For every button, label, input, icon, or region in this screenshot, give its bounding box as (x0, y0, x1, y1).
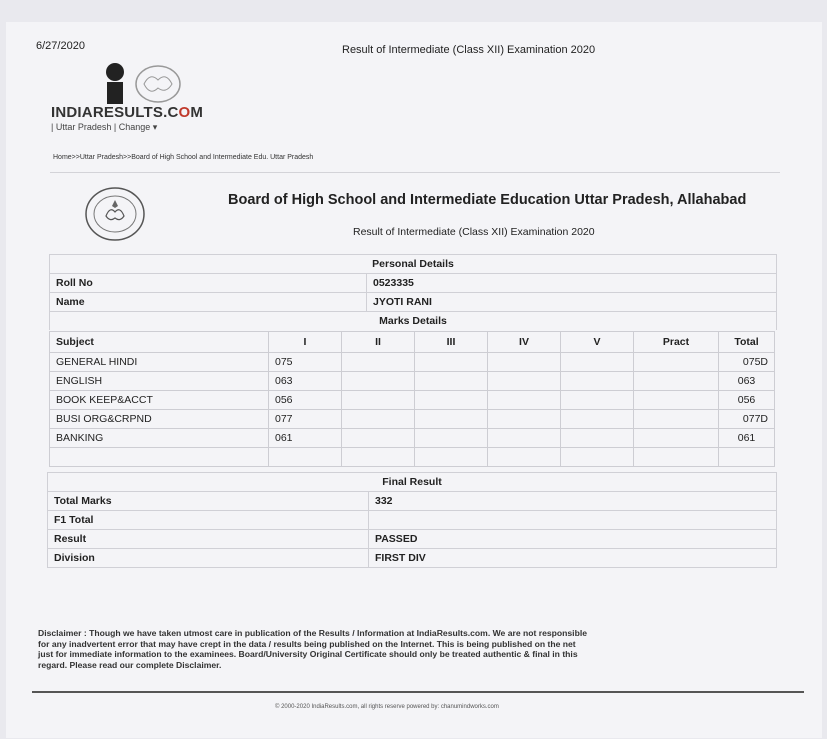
mark-i-cell: 061 (269, 429, 342, 448)
col-pract: Pract (634, 332, 719, 353)
result-label: Result (48, 530, 369, 549)
subject-cell: BANKING (50, 429, 269, 448)
total-marks-value: 332 (369, 492, 777, 511)
table-row (50, 448, 775, 467)
mark-i-cell: 056 (269, 391, 342, 410)
roll-value: 0523335 (367, 274, 777, 293)
total-cell: 063 (719, 372, 775, 391)
divider (50, 172, 780, 173)
table-row (50, 410, 775, 429)
exam-subtitle: Result of Intermediate (Class XII) Examination 2020 (353, 226, 595, 238)
table-row (48, 549, 777, 568)
subject-cell: ENGLISH (50, 372, 269, 391)
table-row (50, 353, 775, 372)
footer-rule (32, 691, 804, 693)
print-date: 6/27/2020 (36, 40, 85, 52)
total-cell: 077D (719, 410, 775, 429)
indiaresults-logo-icon (100, 62, 182, 104)
col-iv: IV (488, 332, 561, 353)
marks-header-row (50, 332, 775, 353)
mark-i-cell: 063 (269, 372, 342, 391)
personal-details-table (49, 254, 777, 330)
col-subject: Subject (50, 332, 269, 353)
disclaimer-text: Disclaimer : Though we have taken utmost care in publication of the Results / Information at IndiaResults.com. We are not responsible for any inadvertent error that may have crept in the data / results being published on the Internet. This is being published on the net just for immediate information to the examinees. Board/University Original Certificate should only be treated authentic & final in this regard. Please read our complete Disclaimer. (38, 628, 587, 670)
mark-i-cell: 077 (269, 410, 342, 429)
marks-details-heading: Marks Details (50, 312, 777, 331)
board-title: Board of High School and Intermediate Education Uttar Pradesh, Allahabad (228, 192, 747, 208)
col-total: Total (719, 332, 775, 353)
total-marks-label: Total Marks (48, 492, 369, 511)
total-cell: 075D (719, 353, 775, 372)
f1-total-label: F1 Total (48, 511, 369, 530)
mark-i-cell: 075 (269, 353, 342, 372)
col-v: V (561, 332, 634, 353)
change-state-link[interactable]: Change ▾ (118, 122, 158, 132)
division-value: FIRST DIV (369, 549, 777, 568)
result-value: PASSED (369, 530, 777, 549)
total-cell: 056 (719, 391, 775, 410)
name-label: Name (50, 293, 367, 312)
final-result-table (47, 472, 777, 568)
table-row (50, 293, 777, 312)
breadcrumb[interactable]: Home>>Uttar Pradesh>>Board of High School and Intermediate Edu. Uttar Pradesh (53, 154, 314, 161)
subject-cell: BUSI ORG&CRPND (50, 410, 269, 429)
division-label: Division (48, 549, 369, 568)
total-cell: 061 (719, 429, 775, 448)
footer-copyright: © 2000-2020 IndiaResults.com, all rights reserve powered by: chanumindworks.com (275, 704, 499, 710)
table-row (48, 530, 777, 549)
name-value: JYOTI RANI (367, 293, 777, 312)
table-row (50, 274, 777, 293)
personal-details-heading: Personal Details (50, 255, 777, 274)
table-row (48, 511, 777, 530)
col-i: I (269, 332, 342, 353)
col-iii: III (415, 332, 488, 353)
site-logo-text[interactable]: INDIARESULTS.COM (51, 104, 204, 121)
roll-label: Roll No (50, 274, 367, 293)
final-result-heading: Final Result (48, 473, 777, 492)
board-emblem-icon (84, 186, 146, 242)
state-label: | Uttar Pradesh | (51, 122, 117, 132)
table-row (48, 492, 777, 511)
col-ii: II (342, 332, 415, 353)
subject-cell: BOOK KEEP&ACCT (50, 391, 269, 410)
subject-cell: GENERAL HINDI (50, 353, 269, 372)
table-row (50, 372, 775, 391)
print-header-title: Result of Intermediate (Class XII) Examination 2020 (342, 44, 596, 56)
state-selector (51, 122, 157, 133)
marks-table (49, 331, 775, 467)
table-row (50, 391, 775, 410)
table-row (50, 429, 775, 448)
